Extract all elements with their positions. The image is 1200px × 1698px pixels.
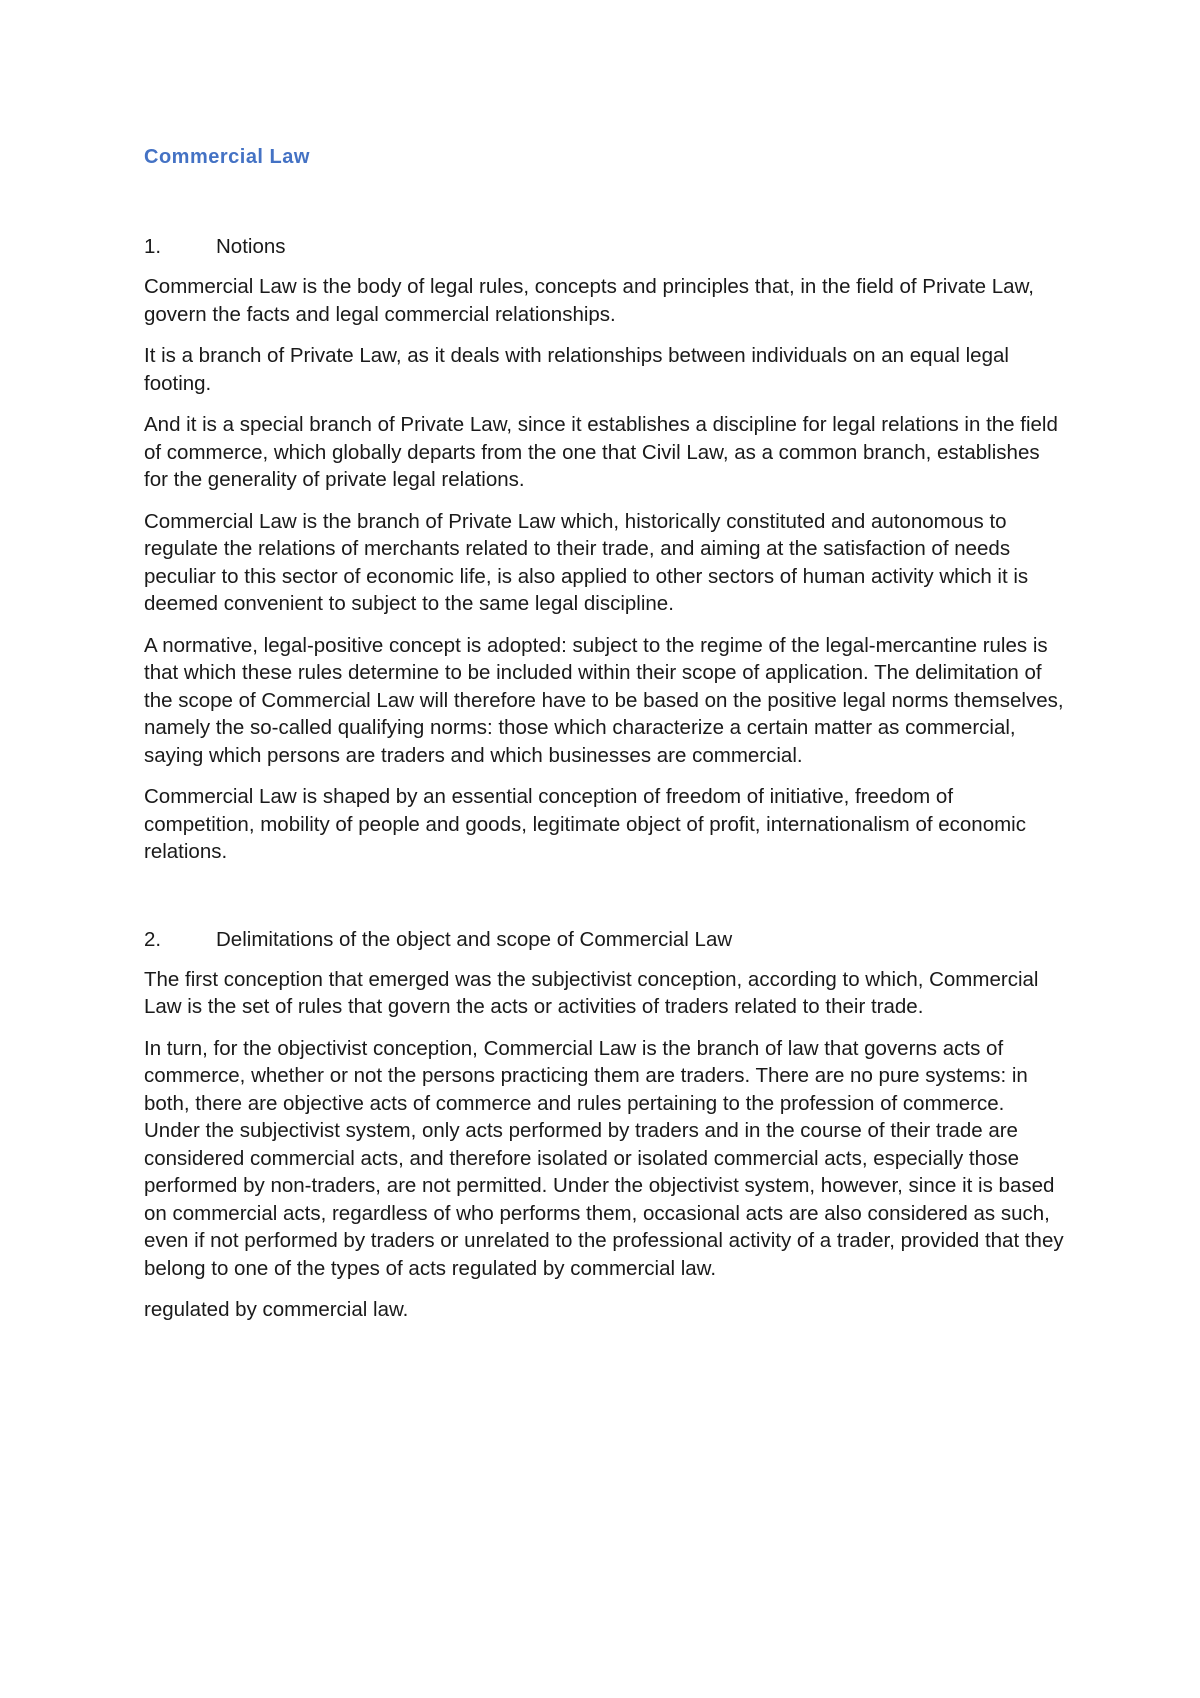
section-heading-text: Notions [216, 235, 286, 258]
section-heading [144, 926, 1064, 954]
paragraph: A normative, legal-positive concept is adopted: subject to the regime of the legal-mercantine rules is that which these rules determine to be included within their scope of application. The delimitation of the scope of Commercial Law will therefore have to be based on the positive legal norms themselves, namely the so-called qualifying norms: those which characterize a certain matter as commercial, saying which persons are traders and which businesses are commercial. [144, 633, 1064, 767]
paragraph: The first conception that emerged was the subjectivist conception, according to which, Commercial Law is the set of rules that govern the acts or activities of traders related to their trade. [144, 967, 1039, 1018]
paragraph: And it is a special branch of Private Law, since it establishes a discipline for legal relations in the field of commerce, which globally departs from the one that Civil Law, as a common branch, establishes for the generality of private legal relations. [144, 413, 1058, 491]
document-title: Commercial Law [144, 146, 310, 168]
section-number: 2. [144, 927, 162, 951]
paragraph: Commercial Law is shaped by an essential conception of freedom of initiative, freedom of competition, mobility of people and goods, legitimate object of profit, internationalism of economic relations. [144, 785, 1026, 863]
section-number: 1. [144, 235, 162, 258]
section-heading-text: Delimitations of the object and scope of Commercial Law [216, 927, 733, 951]
document-body [144, 143, 1064, 1338]
paragraph: regulated by commercial law. [144, 1298, 409, 1321]
paragraph: Commercial Law is the branch of Private Law which, historically constituted and autonomous to regulate the relations of merchants related to their trade, and aiming at the satisfaction of needs peculiar to this sector of economic life, is also applied to other sectors of human activity which it is deemed convenient to subject to the same legal discipline. [144, 509, 1029, 615]
paragraph: In turn, for the objectivist conception, Commercial Law is the branch of law that governs acts of commerce, whether or not the persons practicing them are traders. There are no pure systems: in both, there are objective acts of commerce and rules pertaining to the profession of commerce. Under the subjectivist system, only acts performed by traders and in the course of their trade are considered commercial acts, and therefore isolated or isolated commercial acts, especially those performed by non-traders, are not permitted. Under the objectivist system, however, since it is based on commercial acts, regardless of who performs them, occasional acts are also considered as such, even if not performed by traders or unrelated to the professional activity of a trader, provided that they belong to one of the types of acts regulated by commercial law. [144, 1036, 1064, 1280]
section-heading [144, 233, 1064, 261]
paragraph: Commercial Law is the body of legal rules, concepts and principles that, in the field of Private Law, govern the facts and legal commercial relationships. [144, 275, 1034, 326]
paragraph: It is a branch of Private Law, as it deals with relationships between individuals on an equal legal footing. [144, 344, 1009, 395]
